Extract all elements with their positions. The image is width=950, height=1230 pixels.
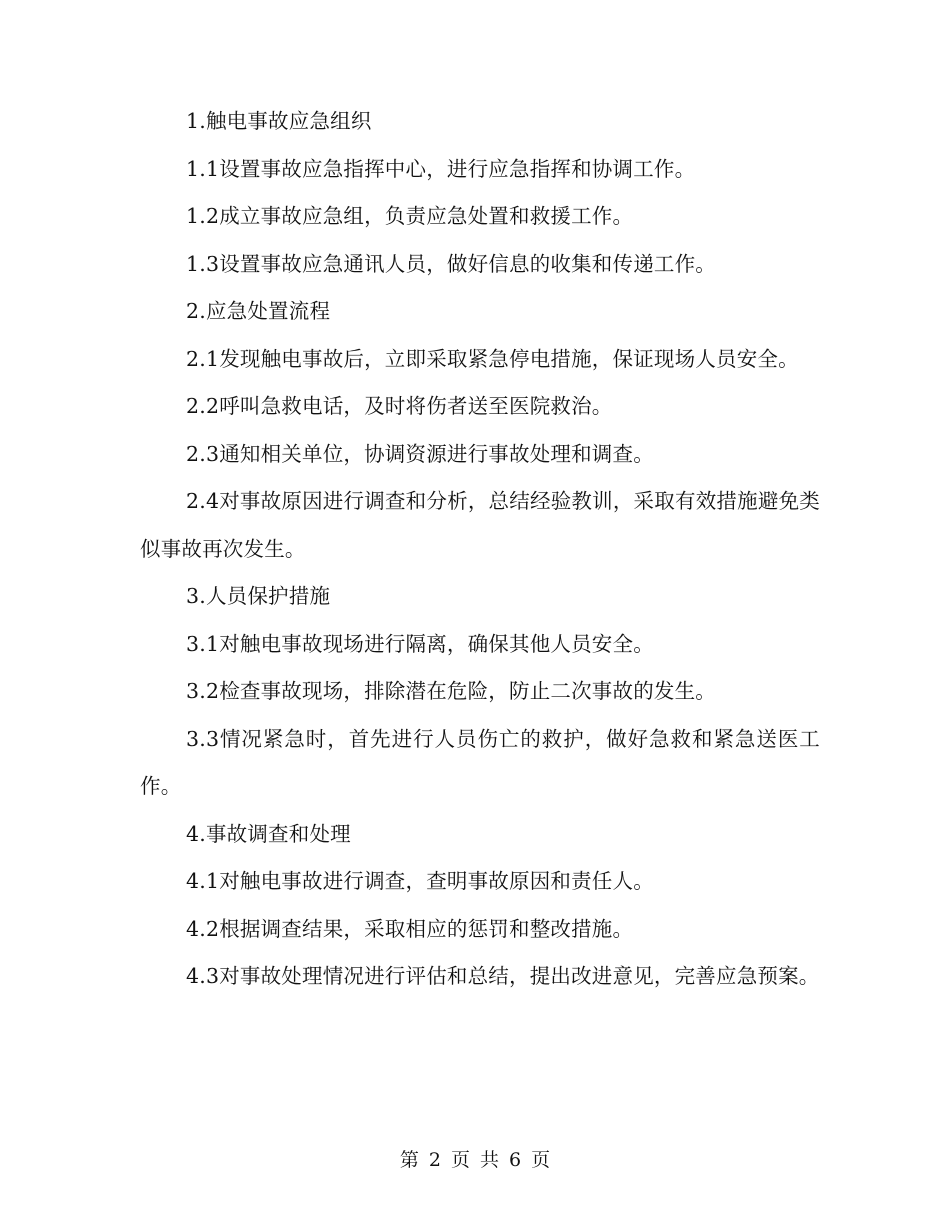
document-body	[140, 98, 820, 1001]
section-heading: 1.触电事故应急组织	[186, 109, 372, 133]
section-heading: 2.应急处置流程	[186, 299, 331, 323]
paragraph: 4.1对触电事故进行调查，查明事故原因和责任人。	[186, 869, 654, 893]
section-heading: 4.事故调查和处理	[186, 821, 351, 846]
paragraph: 4.2根据调查结果，采取相应的惩罚和整改措施。	[186, 916, 634, 941]
paragraph: 3.3情况紧急时，首先进行人员伤亡的救护，做好急救和紧急送医工作。	[140, 726, 820, 798]
paragraph: 2.4对事故原因进行调查和分析，总结经验教训，采取有效措施避免类似事故再次发生。	[140, 489, 820, 561]
paragraph: 2.2呼叫急救电话，及时将伤者送至医院救治。	[186, 394, 613, 418]
paragraph: 1.2成立事故应急组，负责应急处置和救援工作。	[186, 204, 634, 228]
paragraph: 1.3设置事故应急通讯人员，做好信息的收集和传递工作。	[186, 251, 717, 276]
page-number-footer: 第 2 页 共 6 页	[399, 1149, 551, 1171]
paragraph: 2.1发现触电事故后，立即采取紧急停电措施，保证现场人员安全。	[186, 346, 799, 371]
paragraph: 3.2检查事故现场，排除潜在危险，防止二次事故的发生。	[186, 679, 717, 703]
paragraph: 4.3对事故处理情况进行评估和总结，提出改进意见，完善应急预案。	[186, 964, 820, 988]
section-heading: 3.人员保护措施	[186, 584, 331, 608]
paragraph: 1.1设置事故应急指挥中心，进行应急指挥和协调工作。	[186, 156, 696, 181]
paragraph: 2.3通知相关单位，协调资源进行事故处理和调查。	[186, 441, 654, 466]
paragraph: 3.1对触电事故现场进行隔离，确保其他人员安全。	[186, 631, 654, 656]
